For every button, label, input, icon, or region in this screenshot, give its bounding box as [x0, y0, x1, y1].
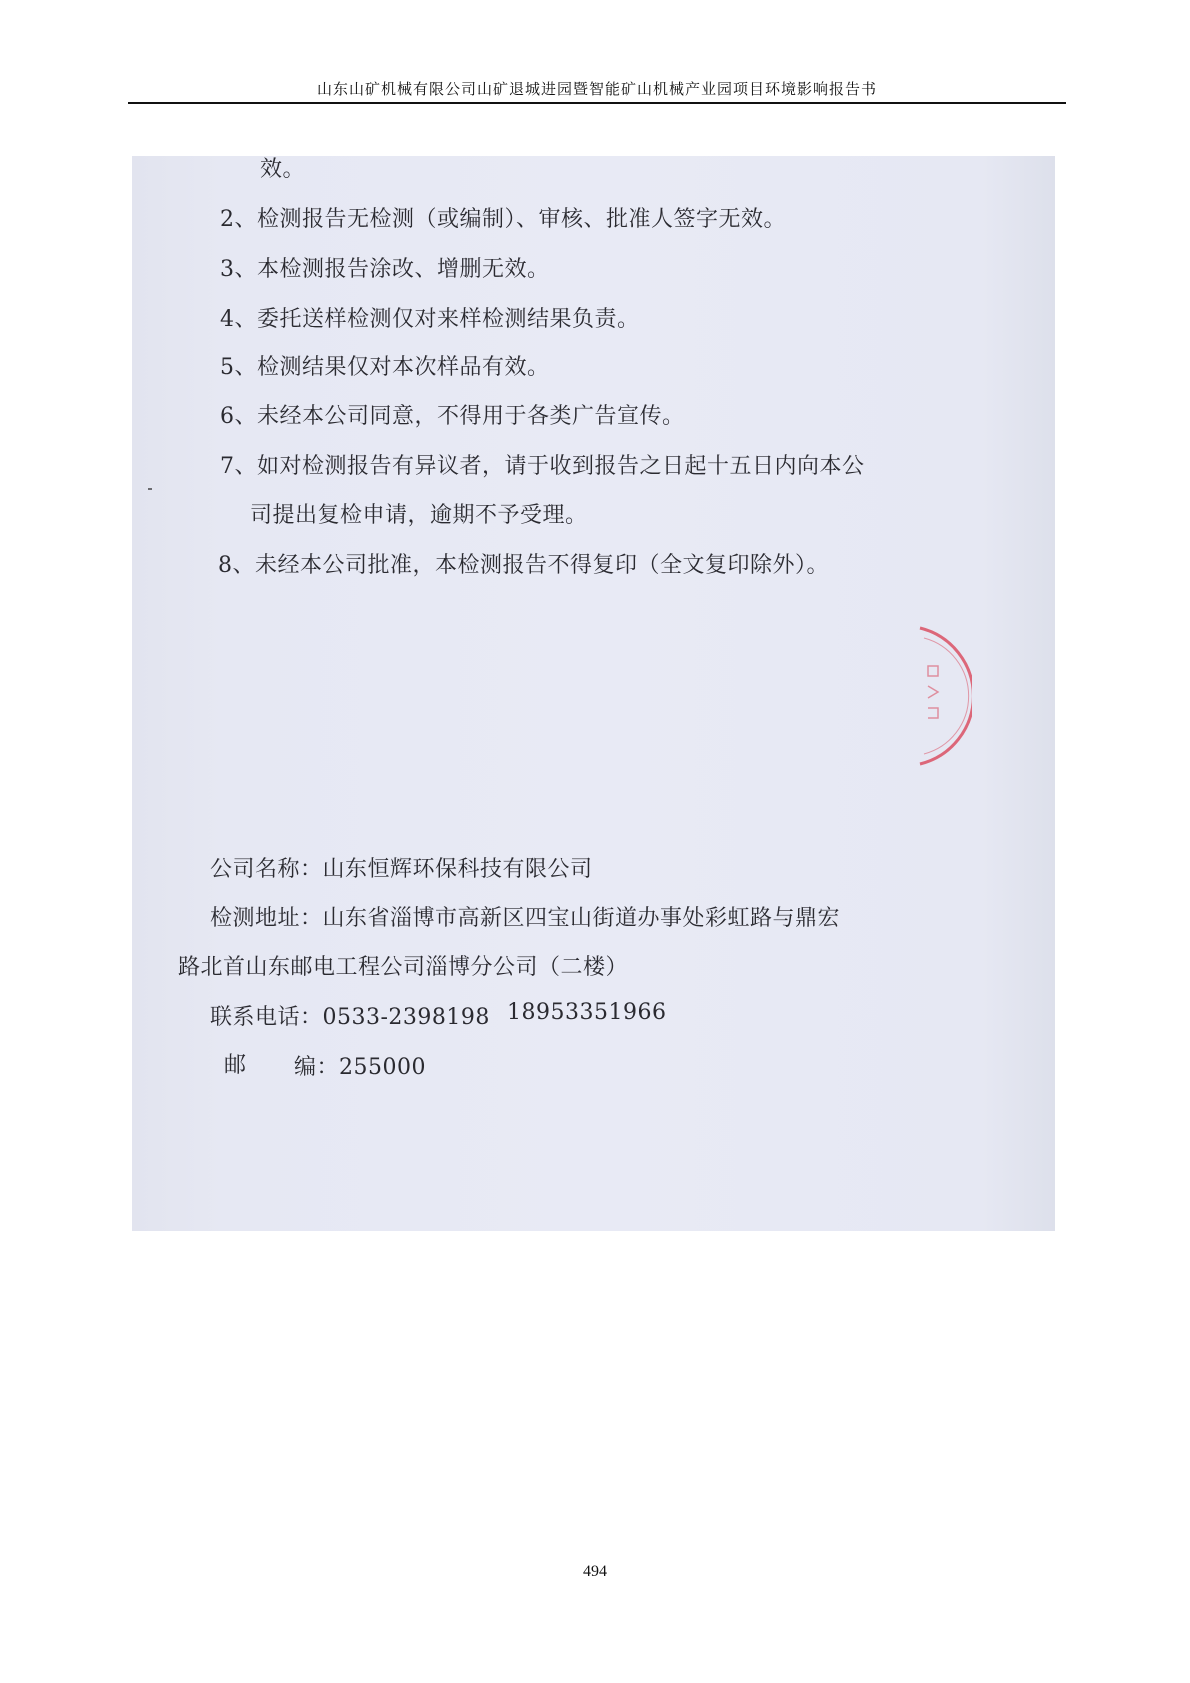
company-name-line: 公司名称：山东恒辉环保科技有限公司 [210, 857, 593, 882]
scan-speck [148, 488, 152, 490]
mobile-number: 18953351966 [507, 1000, 667, 1025]
note-item-7: 7、如对检测报告有异议者，请于收到报告之日起十五日内向本公 [220, 454, 865, 479]
note-item-7-continuation: 司提出复检申请，逾期不予受理。 [250, 503, 588, 528]
note-item-5: 5、检测结果仅对本次样品有效。 [220, 355, 550, 380]
note-item-4: 4、委托送样检测仅对来样检测结果负责。 [220, 307, 640, 332]
test-address-line: 检测地址：山东省淄博市高新区四宝山街道办事处彩虹路与鼎宏 [210, 906, 841, 931]
postcode-line: 编：255000 [294, 1055, 426, 1080]
note-continuation: 效。 [260, 157, 306, 182]
note-item-8: 8、未经本公司批准，本检测报告不得复印（全文复印除外）。 [218, 553, 829, 578]
note-item-6: 6、未经本公司同意，不得用于各类广告宣传。 [220, 404, 685, 429]
test-address-continuation: 路北首山东邮电工程公司淄博分公司（二楼） [178, 955, 629, 980]
red-seal-stamp-fragment [912, 616, 972, 776]
note-item-3: 3、本检测报告涂改、增删无效。 [220, 257, 550, 282]
postcode-label-char: 邮 [224, 1053, 247, 1078]
phone-line: 联系电话：0533-2398198 [210, 1005, 490, 1030]
scanned-report-image [132, 156, 1055, 1231]
header-divider [128, 102, 1066, 104]
document-header-title: 山东山矿机械有限公司山矿退城进园暨智能矿山机械产业园项目环境影响报告书 [316, 80, 877, 98]
page-number: 494 [583, 1563, 607, 1580]
note-item-2: 2、检测报告无检测（或编制）、审核、批准人签字无效。 [220, 207, 786, 232]
